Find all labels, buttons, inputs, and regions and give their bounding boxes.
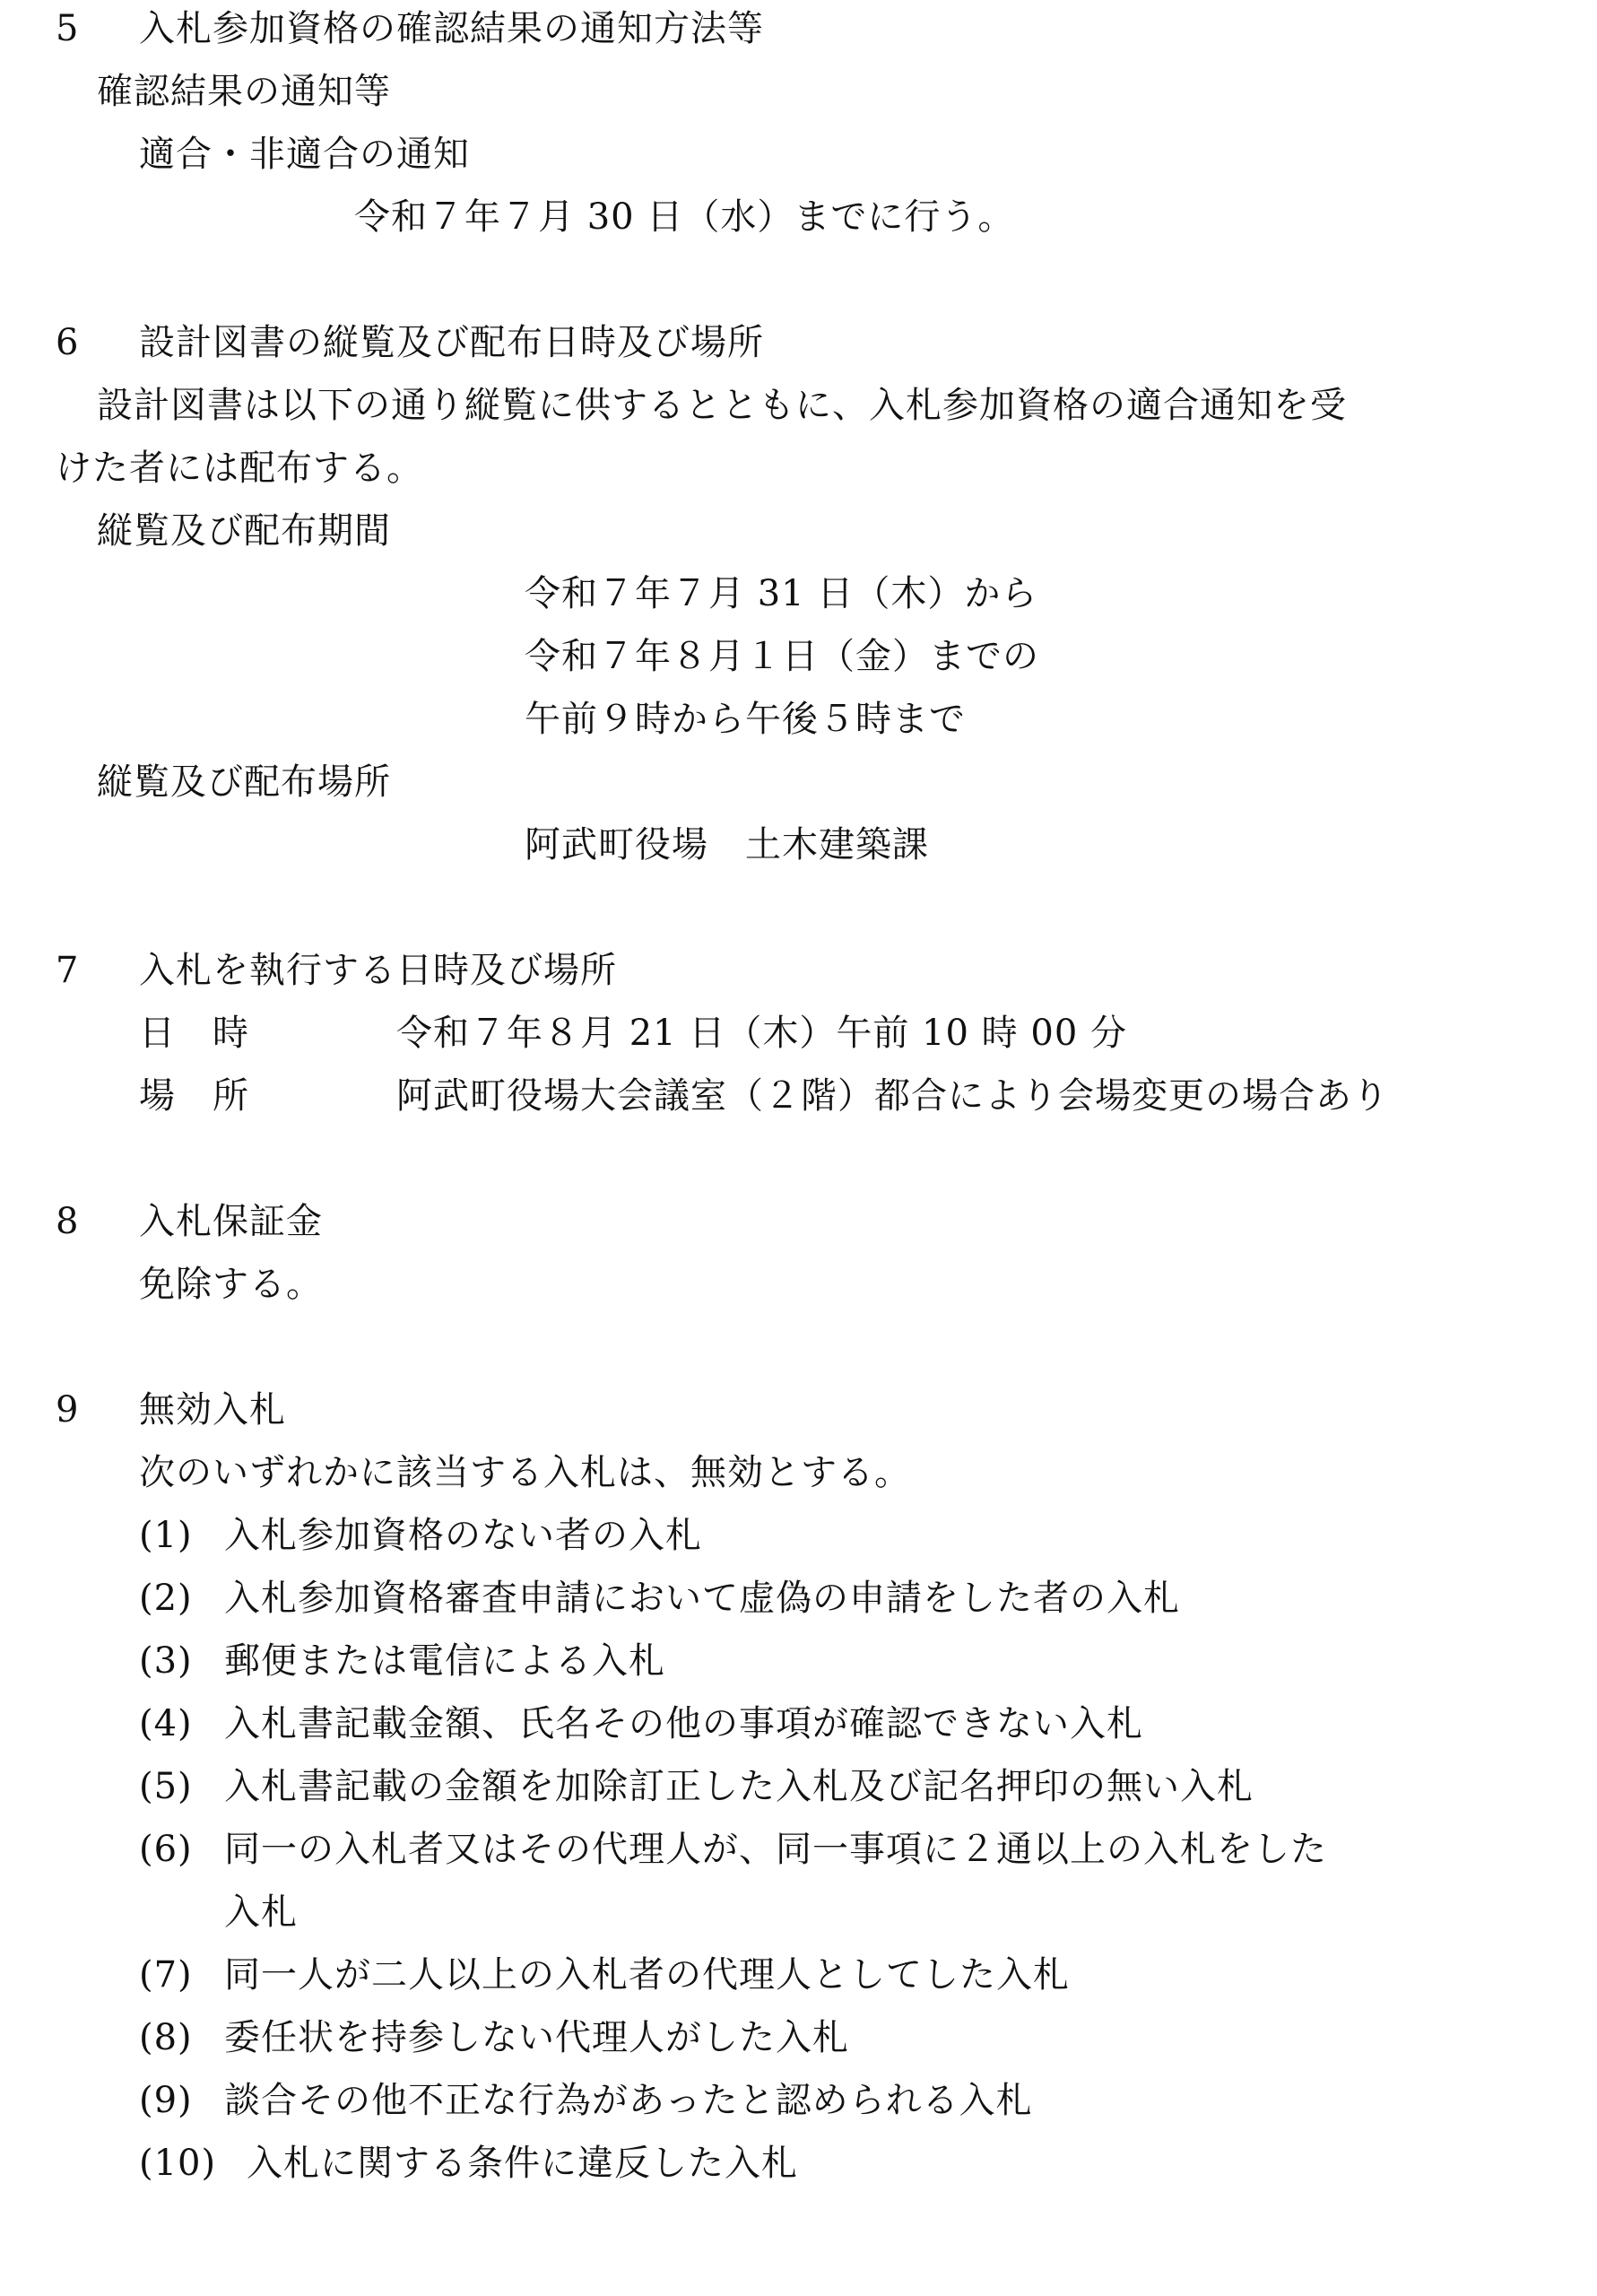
- section-7-title: 入札を執行する日時及び場所: [139, 950, 617, 991]
- section-8-number: 8: [56, 1201, 79, 1242]
- section-7-place-label: 場 所: [139, 1075, 249, 1117]
- section-7-number: 7: [56, 950, 79, 991]
- list-item-number: (8): [139, 2017, 193, 2058]
- list-item: 入札参加資格審査申請において虚偽の申請をした者の入札: [224, 1578, 1180, 1619]
- list-item-number: (6): [139, 1829, 193, 1870]
- list-item-number: (9): [139, 2080, 193, 2121]
- list-item: 委任状を持参しない代理人がした入札: [224, 2017, 849, 2058]
- section-6-number: 6: [56, 322, 79, 363]
- list-item-number: (10): [139, 2143, 217, 2184]
- section-6-period-line-2: 令和７年８月１日（金）までの: [525, 636, 1039, 677]
- section-6-place-label: 縦覧及び配布場所: [97, 761, 391, 803]
- section-7-date-label: 日 時: [139, 1013, 249, 1054]
- list-item-number: (4): [139, 1703, 193, 1744]
- list-item: 入札書記載の金額を加除訂正した入札及び記名押印の無い入札: [224, 1766, 1254, 1807]
- section-9-intro: 次のいずれかに該当する入札は、無効とする。: [139, 1452, 911, 1493]
- section-7-place-value: 阿武町役場大会議室（２階）都合により会場変更の場合あり: [396, 1075, 1389, 1117]
- list-item: 入札書記載金額、氏名その他の事項が確認できない入札: [224, 1703, 1143, 1744]
- list-item-continuation: 入札: [224, 1892, 298, 1933]
- section-6-period-label: 縦覧及び配布期間: [97, 510, 391, 552]
- list-item: 談合その他不正な行為があったと認められる入札: [224, 2080, 1033, 2121]
- list-item-number: (3): [139, 1640, 193, 1682]
- list-item-number: (2): [139, 1578, 193, 1619]
- section-6-period-line-1: 令和７年７月 31 日（木）から: [525, 573, 1038, 614]
- list-item-number: (1): [139, 1515, 193, 1556]
- section-6-body-line-1: 設計図書は以下の通り縦覧に供するとともに、入札参加資格の適合通知を受: [97, 385, 1347, 426]
- list-item: 入札参加資格のない者の入札: [224, 1515, 702, 1556]
- section-5-item: 適合・非適合の通知: [139, 134, 470, 175]
- section-6-title: 設計図書の縦覧及び配布日時及び場所: [139, 322, 764, 363]
- list-item: 同一の入札者又はその代理人が、同一事項に２通以上の入札をした: [224, 1829, 1327, 1870]
- section-8-title: 入札保証金: [139, 1201, 323, 1242]
- section-9-number: 9: [56, 1389, 79, 1431]
- section-5-title: 入札参加資格の確認結果の通知方法等: [139, 8, 764, 49]
- list-item: 郵便または電信による入札: [224, 1640, 665, 1682]
- section-9-title: 無効入札: [139, 1389, 286, 1431]
- list-item-number: (5): [139, 1766, 193, 1807]
- list-item-number: (7): [139, 1954, 193, 1996]
- section-5-number: 5: [56, 8, 79, 49]
- list-item: 入札に関する条件に違反した入札: [247, 2143, 798, 2184]
- list-item: 同一人が二人以上の入札者の代理人としてした入札: [224, 1954, 1070, 1996]
- section-6-place: 阿武町役場 土木建築課: [525, 824, 929, 865]
- section-6-period-line-3: 午前９時から午後５時まで: [525, 699, 966, 740]
- section-7-date-value: 令和７年８月 21 日（木）午前 10 時 00 分: [396, 1013, 1127, 1054]
- section-6-body-line-2: けた者には配布する。: [56, 448, 423, 489]
- section-5-subheading: 確認結果の通知等: [97, 71, 391, 112]
- section-8-body: 免除する。: [139, 1264, 323, 1305]
- section-5-date: 令和７年７月 30 日（水）までに行う。: [354, 196, 1015, 238]
